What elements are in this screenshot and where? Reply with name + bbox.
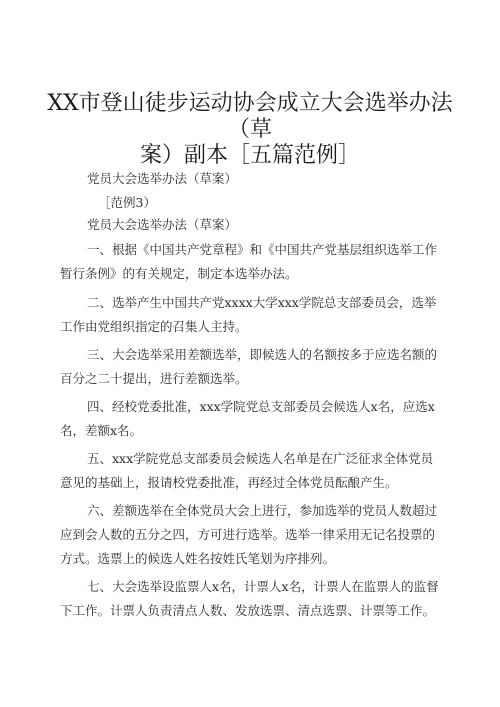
example-label: ［范例3）: [98, 195, 156, 210]
paragraph-line: 意见的基础上，报请校党委批准，再经过全体党员酝酿产生。: [60, 475, 398, 490]
paragraph-line: 下工作。计票人负责清点人数、发放选票、清点选票、计票等工作。: [60, 603, 436, 618]
paragraph-line: 三、大会选举采用差额选举，即候选人的名额按多于应选名额的: [87, 347, 438, 362]
paragraph-line: 百分之二十提出，进行差额选举。: [60, 371, 248, 386]
paragraph-line: 一、根据《中国共产党章程》和《中国共产党基层组织选举工作: [87, 242, 438, 257]
section-subheading: 党员大会选举办法（草案）: [87, 217, 238, 232]
document-title-line-3: 案）副本［五篇范例］: [139, 143, 360, 168]
paragraph-line: 名，差额x名。: [60, 423, 143, 438]
paragraph-line: 四、经校党委批准，xxx学院党总支部委员会候选人x名，应选x: [87, 399, 435, 414]
paragraph-line: 暂行条例》的有关规定，制定本选举办法。: [60, 266, 298, 281]
paragraph-line: 应到会人数的五分之四，方可进行选举。选举一律采用无记名投票的: [60, 527, 436, 542]
paragraph-line: 五、xxx学院党总支部委员会候选人名单是在广泛征求全体党员: [87, 451, 434, 466]
paragraph-line: 二、选举产生中国共产党xxxx大学xxx学院总支部委员会，选举: [87, 295, 437, 310]
paragraph-line: 工作由党组织指定的召集人主持。: [60, 319, 248, 334]
paragraph-line: 六、差额选举在全体党员大会上进行，参加选举的党员人数超过: [87, 503, 438, 518]
document-title-line-2: （草: [227, 117, 272, 142]
paragraph-line: 七、大会选举设监票人x名，计票人x名，计票人在监票人的监督: [87, 579, 439, 594]
section-heading: 党员大会选举办法（草案）: [87, 171, 238, 186]
paragraph-line: 方式。选票上的候选人姓名按姓氏笔划为序排列。: [60, 551, 336, 566]
document-title-line-1: XX市登山徒步运动协会成立大会选举办法: [47, 91, 453, 116]
